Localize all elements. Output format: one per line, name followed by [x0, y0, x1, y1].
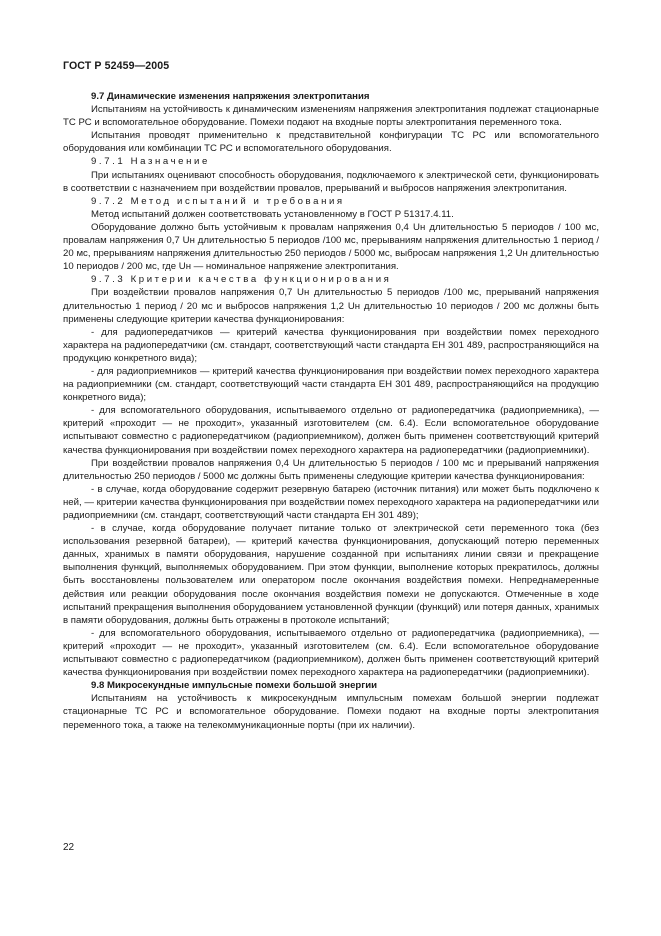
subsection-heading: 9.7.2 Метод испытаний и требования	[91, 195, 345, 207]
list-item: - в случае, когда оборудование получает питание только от электрической сети переменного тока (без использования резервной батареи), — критерий качества функционирования, допускающий потерю переменных данных, хранимых в памяти оборудования, нарушение созданной при испытаниях линии связи и прекращение выполнения функций, выполняемых оборудованием. При этом функции, выполнение которых прекратилось, должны быть восстановлены пользователем или оператором после окончания воздействия помехи. Непреднамеренные действия или реакции оборудования после окончания воздействия помехи не допускаются. Отмеченные в ходе испытаний прекращения выполнения оборудованием установленной функции (функций) или потеря данных, хранимых в памяти оборудования, должны быть отражены в протоколе испытаний;	[63, 523, 599, 626]
section-heading: 9.7 Динамические изменения напряжения электропитания	[91, 91, 370, 102]
paragraph: Испытаниям на устойчивость к динамическим изменениям напряжения электропитания подлежат стационарные ТС РС и вспомогательное оборудование. Помехи подают на входные порты электропитания переменного тока.	[63, 104, 599, 129]
list-item: - для радиоприемников — критерий качества функционирования при воздействии помех переходного характера на радиоприемники (см. стандарт, соответствующий части стандарта ЕН 301 489, распространяющийся на продукцию конкретного вида);	[63, 365, 599, 404]
paragraph: При воздействии провалов напряжения 0,4 Uн длительностью 5 периодов / 100 мс и прерываний напряжения длительностью 250 периодов / 5000 мс должны быть применены следующие критерии качества функционирования:	[63, 457, 599, 482]
subsection-heading: 9.7.3 Критерии качества функционирования	[91, 274, 392, 286]
list-item: - для вспомогательного оборудования, испытываемого отдельно от радиопередатчика (радиоприемника), — критерий «проходит — не проходит», указанный изготовителем (см. 6.4). Если вспомогательное оборудование испытывают совместно с радиопередатчиком (радиоприемником), должен быть применен соответствующий критерий качества функционирования при воздействии помех переходного характера на радиопередатчики (радиоприемники).	[63, 627, 599, 679]
paragraph: Оборудование должно быть устойчивым к провалам напряжения 0,4 Uн длительностью 5 периодов / 100 мс, провалам напряжения 0,7 Uн длительностью 5 периодов /100 мс, прерываниям напряжения длительностью 1 период / 20 мс, прерываниям напряжения длительностью 250 периодов / 5000 мс, выбросам напряжения 1,2 Uн длительностью 10 периодов / 200 мс, где Uн — номинальное напряжение электропитания.	[63, 221, 599, 273]
document-body	[63, 90, 599, 732]
subsection-heading: 9.7.1 Назначение	[91, 156, 210, 168]
section-heading: 9.8 Микросекундные импульсные помехи большой энергии	[91, 680, 378, 692]
page-number: 22	[63, 842, 75, 853]
paragraph: При испытаниях оценивают способность оборудования, подключаемого к электрической сети, функционировать в соответствии с назначением при воздействии провалов, прерываний и выбросов напряжения электропитания.	[63, 169, 599, 194]
document-header: ГОСТ Р 52459—2005	[63, 60, 170, 72]
paragraph: Испытания проводят применительно к представительной конфигурации ТС РС или вспомогательного оборудования или комбинации ТС РС и вспомогательного оборудования.	[63, 130, 599, 155]
paragraph: Метод испытаний должен соответствовать установленному в ГОСТ Р 51317.4.11.	[91, 208, 454, 220]
list-item: - для радиопередатчиков — критерий качества функционирования при воздействии помех переходного характера на радиопередатчики (см. стандарт, соответствующий части стандарта ЕН 301 489, распространяющийся на продукцию конкретного вида);	[63, 326, 599, 364]
list-item: - в случае, когда оборудование содержит резервную батарею (источник питания) или может быть подключено к ней, — критерии качества функционирования при воздействии помех переходного характера на радиопередатчики или радиоприемники (см. стандарт, соответствующий части стандарта ЕН 301 489);	[63, 483, 599, 521]
paragraph: При воздействии провалов напряжения 0,7 Uн длительностью 5 периодов /100 мс, прерываний напряжения длительностью 1 период / 20 мс и выбросов напряжения 1,2 Uн длительностью 10 периодов / 200 мс должны быть применены следующие критерии качества функционирования:	[63, 287, 599, 325]
paragraph: Испытаниям на устойчивость к микросекундным импульсным помехам большой энергии подлежат стационарные ТС РС и вспомогательное оборудование. Помехи подают на входные порты электропитания переменного тока, а также на телекоммуникационные порты (при их наличии).	[63, 693, 599, 731]
list-item: - для вспомогательного оборудования, испытываемого отдельно от радиопередатчика (радиоприемника), — критерий «проходит — не проходит», указанный изготовителем (см. 6.4). Если вспомогательное оборудование испытывают совместно с радиопередатчиком (радиоприемником), должен быть применен соответствующий критерий качества функционирования при воздействии помех переходного характера на радиопередатчики (радиоприемники).	[63, 405, 599, 456]
